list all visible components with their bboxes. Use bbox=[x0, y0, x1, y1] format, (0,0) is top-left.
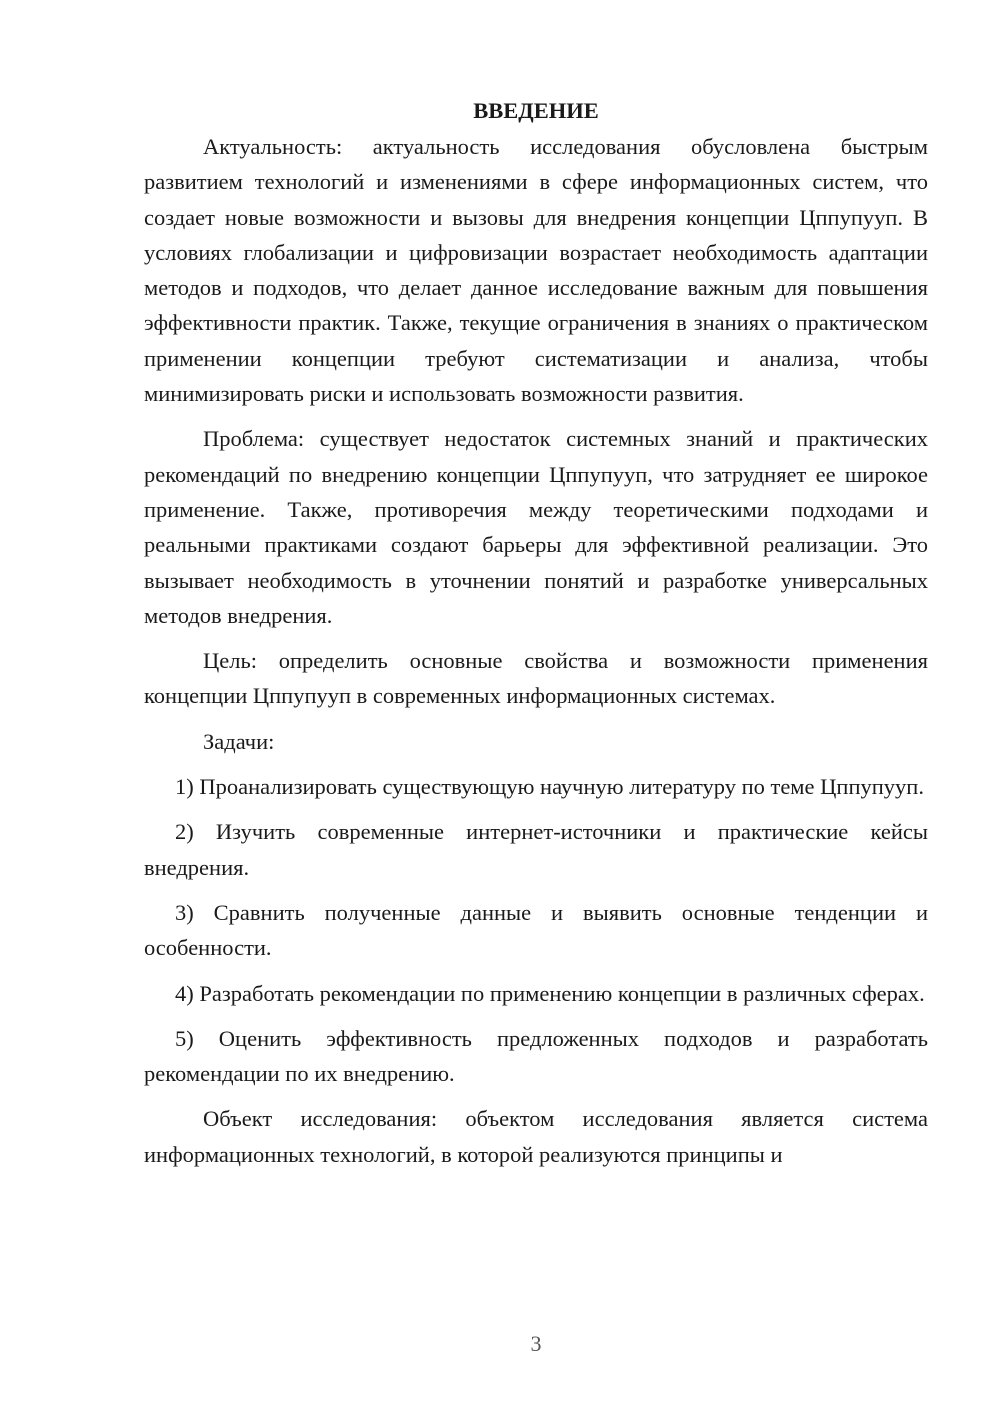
paragraph-object: Объект исследования: объектом исследования является система информационных технологий, в которой реализуются принципы и bbox=[144, 1106, 928, 1167]
task-item-1: 1) Проанализировать существующую научную литературу по теме Цппупууп. bbox=[175, 774, 924, 800]
tasks-heading: Задачи: bbox=[203, 728, 275, 754]
paragraph-relevance: Актуальность: актуальность исследования обусловлена быстрым развитием технологий и изменениями в сфере информационных систем, что создает новые возможности и вызовы для внедрения концепции Цппупууп. В условиях глобализации и цифровизации возрастает необходимость адаптации методов и подходов, что делает данное исследование важным для повышения эффективности практик. Также, текущие ограничения в знаниях о практическом применении концепции требуют систематизации и анализа, чтобы минимизировать риски и использовать возможности развития. bbox=[144, 134, 928, 407]
paragraph-goal: Цель: определить основные свойства и возможности применения концепции Цппупууп в современных информационных системах. bbox=[144, 648, 928, 709]
task-item-3: 3) Сравнить полученные данные и выявить основные тенденции и особенности. bbox=[144, 899, 928, 961]
paragraph-problem: Проблема: существует недостаток системных знаний и практических рекомендаций по внедрению концепции Цппупууп, что затрудняет ее широкое применение. Также, противоречия между теоретическими подходами и реальными практиками создают барьеры для эффективной реализации. Это вызывает необходимость в уточнении понятий и разработке универсальных методов внедрения. bbox=[144, 426, 928, 628]
page-title: ВВЕДЕНИЕ bbox=[473, 98, 599, 123]
task-item-4: 4) Разработать рекомендации по применению концепции в различных сферах. bbox=[175, 980, 925, 1006]
page-content bbox=[144, 93, 928, 1182]
page-number: 3 bbox=[530, 1331, 542, 1356]
task-item-5: 5) Оценить эффективность предложенных подходов и разработать рекомендации по их внедрению. bbox=[144, 1025, 928, 1087]
task-item-2: 2) Изучить современные интернет-источники и практические кейсы внедрения. bbox=[144, 819, 928, 880]
